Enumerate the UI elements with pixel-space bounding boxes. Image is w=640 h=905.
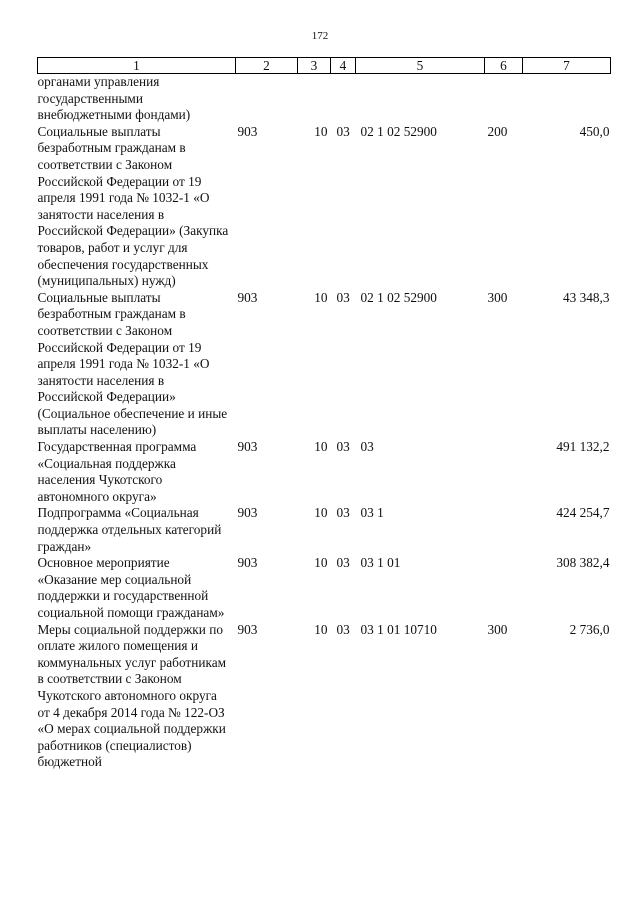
row-pr: 03 [336, 289, 350, 305]
column-header-vr: 6 [485, 58, 523, 74]
row-csr: 03 [360, 439, 374, 455]
row-ved [236, 74, 298, 124]
table-row [38, 555, 611, 621]
row-rz [298, 74, 331, 124]
row-name: Социальные выплаты безработным гражданам в соответствии с Законом Российской Федерации от 19 апреля 1991 года № 1032-1 «О занятости населения в Российской Федерации» (Закупка товаров, работ и услуг для обеспечения государственных (муниципальных) нужд) [37, 123, 229, 289]
row-sum: 308 382,4 [556, 555, 610, 571]
column-header-sum: 7 [523, 58, 611, 74]
row-csr: 03 1 01 10710 [360, 621, 437, 637]
row-csr: 02 1 02 52900 [360, 123, 437, 139]
row-sum: 2 736,0 [569, 621, 610, 637]
row-csr [356, 74, 485, 124]
row-csr: 02 1 02 52900 [360, 289, 437, 305]
table-row [38, 74, 611, 124]
row-sum [523, 74, 611, 124]
row-pr: 03 [336, 123, 350, 139]
column-header-name: 1 [38, 58, 236, 74]
row-ved: 903 [237, 289, 258, 305]
table-row [38, 439, 611, 505]
row-ved: 903 [237, 555, 258, 571]
row-vr [485, 555, 523, 621]
row-rz: 10 [314, 289, 328, 305]
row-sum: 491 132,2 [556, 439, 610, 455]
row-name: Основное мероприятие «Оказание мер социальной поддержки и государственной социальной помощи гражданам» [37, 555, 225, 620]
row-rz: 10 [314, 621, 328, 637]
row-name: Государственная программа «Социальная поддержка населения Чукотского автономного округа» [37, 439, 197, 504]
column-header-pr: 4 [331, 58, 356, 74]
row-pr: 03 [336, 505, 350, 521]
row-ved: 903 [237, 505, 258, 521]
row-ved: 903 [237, 123, 258, 139]
row-vr: 200 [487, 123, 508, 139]
column-header-rz: 3 [298, 58, 331, 74]
row-name: Подпрограмма «Социальная поддержка отдельных категорий граждан» [37, 505, 222, 554]
table-header [38, 58, 611, 74]
row-vr: 300 [487, 621, 508, 637]
row-rz: 10 [314, 439, 328, 455]
column-header-csr: 5 [356, 58, 485, 74]
table-row [38, 124, 611, 290]
row-ved: 903 [237, 621, 258, 637]
row-vr [485, 74, 523, 124]
page-number: 172 [311, 30, 329, 42]
row-rz: 10 [314, 555, 328, 571]
table-row [38, 505, 611, 555]
row-ved: 903 [237, 439, 258, 455]
table-body [38, 74, 611, 771]
row-pr: 03 [336, 621, 350, 637]
row-vr [485, 439, 523, 505]
row-sum: 424 254,7 [556, 505, 610, 521]
row-name: органами управления государственными внебюджетными фондами) [37, 74, 191, 123]
row-vr: 300 [487, 289, 508, 305]
row-name: Социальные выплаты безработным гражданам в соответствии с Законом Российской Федерации от 19 апреля 1991 года № 1032-1 «О занятости населения в Российской Федерации» (Социальное обеспечение и иные выплаты населению) [37, 289, 228, 438]
row-rz: 10 [314, 505, 328, 521]
table-row [38, 290, 611, 439]
column-header-ved: 2 [236, 58, 298, 74]
row-pr: 03 [336, 555, 350, 571]
row-rz: 10 [314, 123, 328, 139]
row-csr: 03 1 [360, 505, 384, 521]
row-sum: 43 348,3 [562, 289, 610, 305]
row-vr [485, 505, 523, 555]
row-pr [331, 74, 356, 124]
budget-table [37, 57, 611, 771]
row-sum: 450,0 [579, 123, 610, 139]
row-name: Меры социальной поддержки по оплате жилого помещения и коммунальных услуг работникам в соответствии с Законом Чукотского автономного округа от 4 декабря 2014 года № 122-ОЗ «О мерах социальной поддержки работников (специалистов) бюджетной [37, 621, 227, 770]
header-row [38, 58, 611, 74]
row-pr: 03 [336, 439, 350, 455]
table-row [38, 622, 611, 771]
row-csr: 03 1 01 [360, 555, 401, 571]
